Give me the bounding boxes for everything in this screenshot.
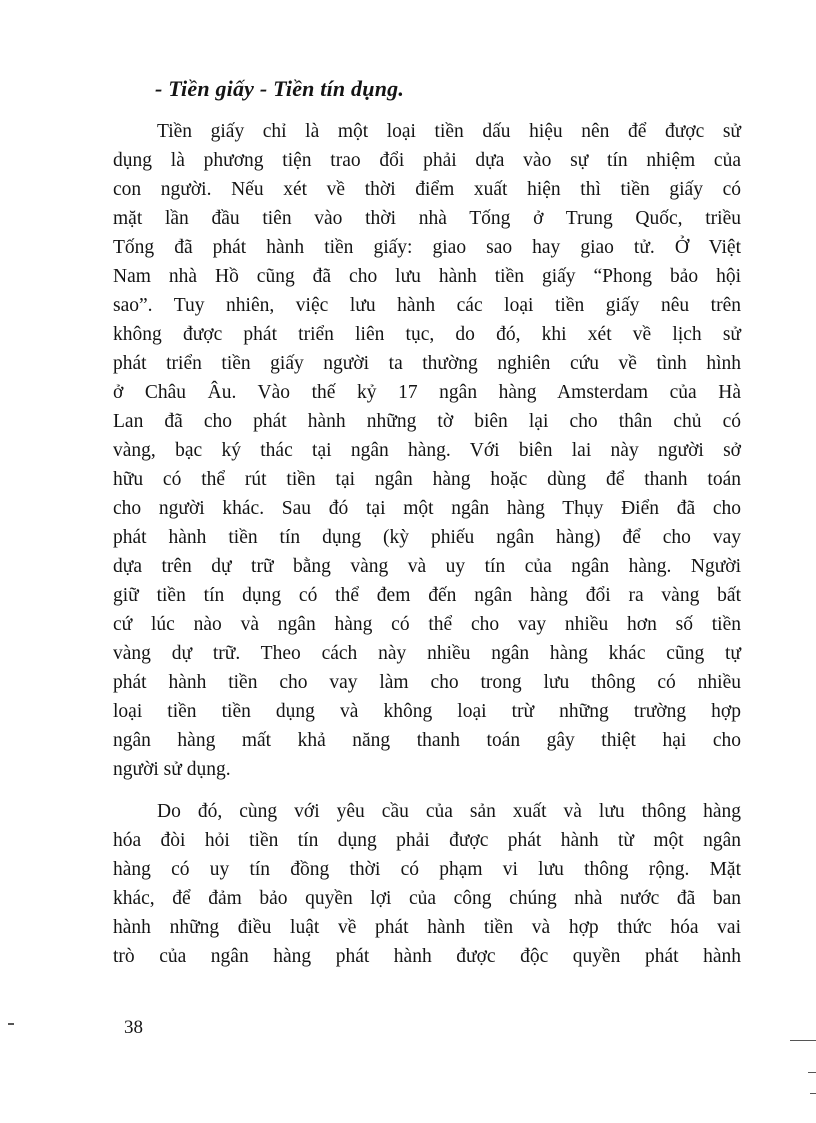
scan-mark [8,1023,14,1025]
text-line: hàng có uy tín đồng thời có phạm vi lưu thông rộng. Mặt [113,859,741,880]
scan-mark [790,1040,816,1041]
scan-mark [810,1093,816,1094]
text-line: ở Châu Âu. Vào thế kỷ 17 ngân hàng Amsterdam của Hà [113,382,741,403]
text-line: hóa đòi hỏi tiền tín dụng phải được phát hành từ một ngân [113,830,741,851]
text-line: cứ lúc nào và ngân hàng có thể cho vay nhiều hơn số tiền [113,614,741,635]
text-line: hữu có thể rút tiền tại ngân hàng hoặc dùng để thanh toán [113,469,741,490]
scan-mark [808,1072,816,1073]
text-line: phát hành tiền tín dụng (kỳ phiếu ngân hàng) để cho vay [113,527,741,548]
section-heading: - Tiền giấy - Tiền tín dụng. [155,76,405,101]
text-line: Tống đã phát hành tiền giấy: giao sao hay giao tử. Ở Việt [113,237,741,258]
text-line: Nam nhà Hồ cũng đã cho lưu hành tiền giấy “Phong bảo hội [113,266,741,287]
text-line: vàng, bạc ký thác tại ngân hàng. Với biên lai này người sở [113,440,741,461]
page-number: 38 [124,1017,143,1038]
text-line: hành những điều luật về phát hành tiền và hợp thức hóa vai [113,917,741,938]
text-line: giữ tiền tín dụng có thể đem đến ngân hàng đổi ra vàng bất [113,585,741,606]
text-line: con người. Nếu xét về thời điểm xuất hiện thì tiền giấy có [113,179,741,200]
text-line: sao”. Tuy nhiên, việc lưu hành các loại tiền giấy nêu trên [113,295,741,316]
text-line: ngân hàng mất khả năng thanh toán gây thiệt hại cho [113,730,741,751]
text-line: trò của ngân hàng phát hành được độc quyền phát hành [113,946,741,967]
text-line: loại tiền tiền dụng và không loại trừ những trường hợp [113,701,741,722]
text-line: phát hành tiền cho vay làm cho trong lưu thông có nhiều [113,672,741,693]
text-line: cho người khác. Sau đó tại một ngân hàng Thụy Điển đã cho [113,498,741,519]
text-line: người sử dụng. [113,759,231,780]
text-line: Do đó, cùng với yêu cầu của sản xuất và lưu thông hàng [157,801,741,822]
text-line: Lan đã cho phát hành những tờ biên lại cho thân chủ có [113,411,741,432]
text-line: mặt lần đầu tiên vào thời nhà Tống ở Trung Quốc, triều [113,208,741,229]
text-line: Tiền giấy chỉ là một loại tiền dấu hiệu nên để được sử [157,121,741,142]
text-line: khác, để đảm bảo quyền lợi của công chúng nhà nước đã ban [113,888,741,909]
text-line: dụng là phương tiện trao đổi phải dựa vào sự tín nhiệm của [113,150,741,171]
text-line: vàng dự trữ. Theo cách này nhiều ngân hàng khác cũng tự [113,643,741,664]
text-line: không được phát triển liên tục, do đó, khi xét về lịch sử [113,324,741,345]
text-line: dựa trên dự trữ bằng vàng và uy tín của ngân hàng. Người [113,556,741,577]
text-line: phát triển tiền giấy người ta thường nghiên cứu về tình hình [113,353,741,374]
